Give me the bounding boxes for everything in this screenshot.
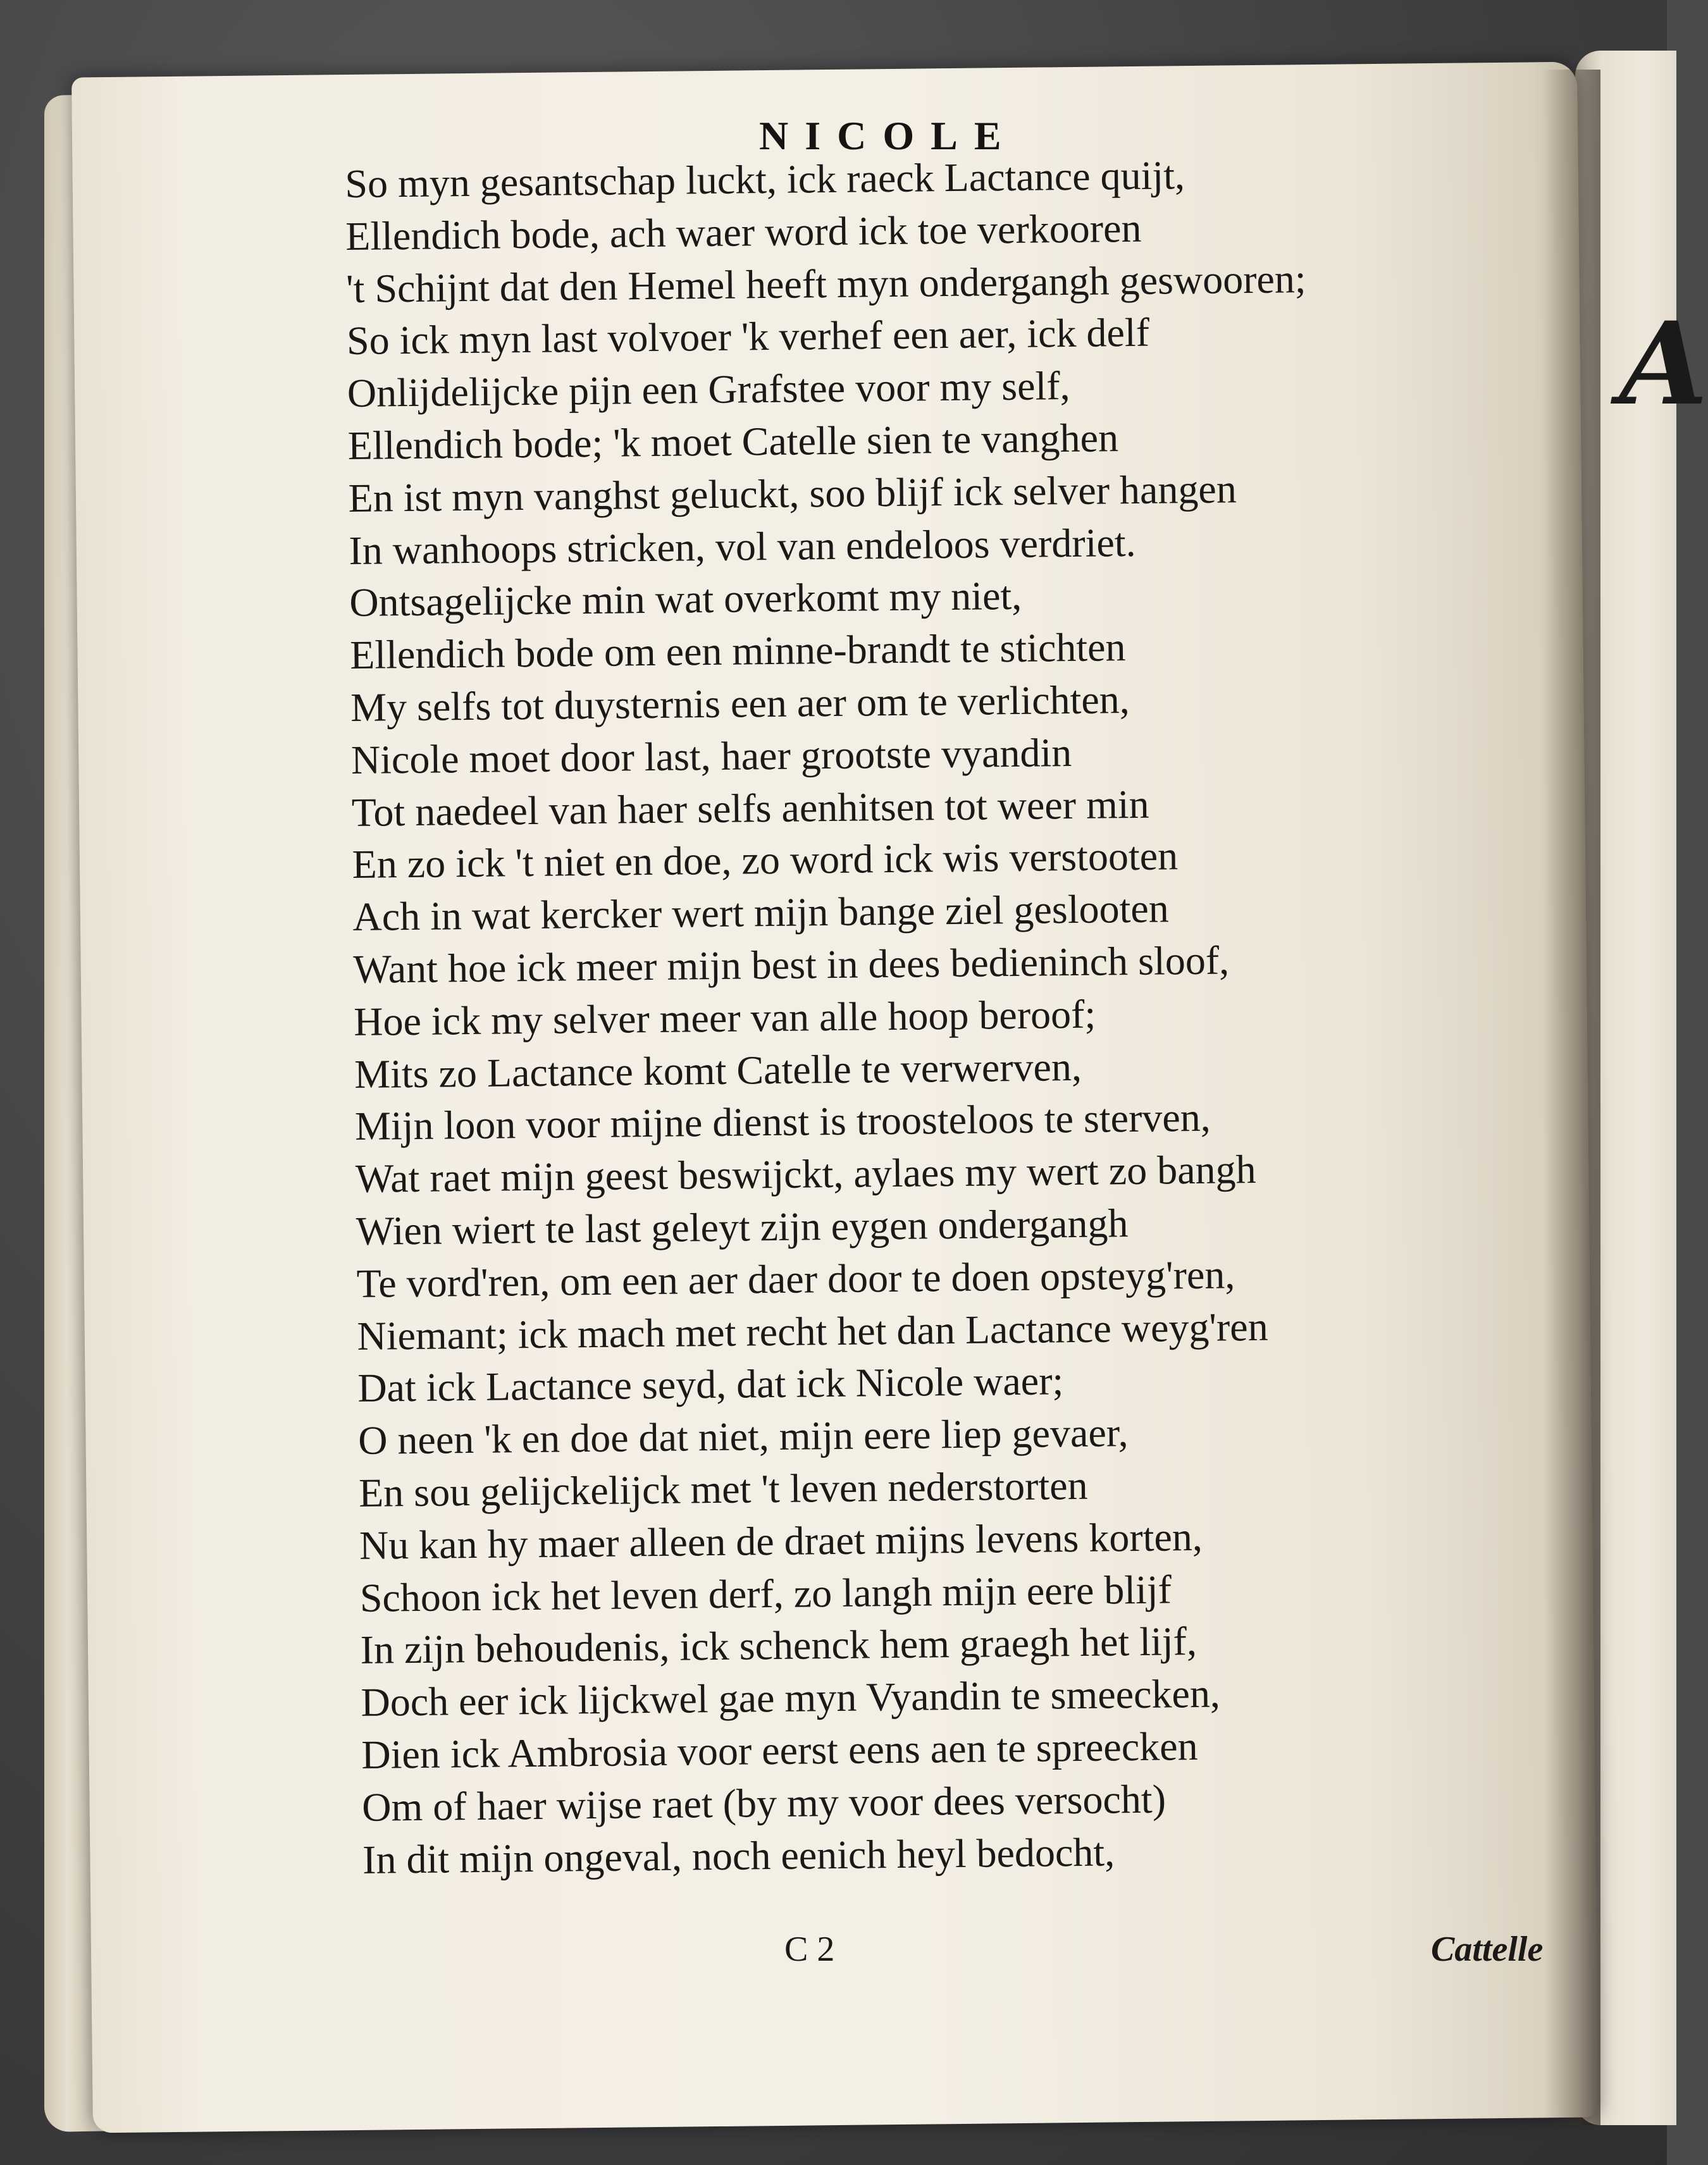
verse-line: So ick myn last volvoer 'k verhef een aer, ick delf <box>346 310 1150 364</box>
verse-line: So myn gesantschap luckt, ick raeck Lactance quijt, <box>345 152 1185 206</box>
verse-line: Want hoe ick meer mijn best in dees bedieninch sloof, <box>353 937 1230 992</box>
catchword: Cattelle <box>1431 1930 1544 1969</box>
verse-line: Nu kan hy maer alleen de draet mijns levens korten, <box>359 1514 1203 1568</box>
verse-line: Ontsagelijcke min wat overkomt my niet, <box>349 573 1022 626</box>
verse-line: Schoon ick het leven derf, zo langh mijn eere blijf <box>359 1566 1172 1620</box>
verse-line: Wien wiert te last geleyt zijn eygen ondergangh <box>356 1200 1129 1254</box>
verse-line: My selfs tot duysternis een aer om te verlichten, <box>350 677 1130 730</box>
signature-mark: C 2 <box>784 1930 835 1969</box>
verse-line: En ist myn vanghst geluckt, soo blijf ick selver hangen <box>348 466 1237 521</box>
verse-line: Ellendich bode; 'k moet Catelle sien te vanghen <box>347 415 1119 468</box>
verse-text <box>345 145 1546 1886</box>
verse-line: In zijn behoudenis, ick schenck hem graegh het lijf, <box>360 1619 1197 1673</box>
verse-line: Doch eer ick lijckwel gae myn Vyandin te smeecken, <box>361 1670 1221 1725</box>
verse-line: En sou gelijckelijck met 't leven nederstorten <box>358 1462 1088 1515</box>
running-title: NICOLE <box>759 113 1018 158</box>
verse-line: Hoe ick my selver meer van alle hoop beroof; <box>353 991 1096 1044</box>
verse-line: In dit mijn ongeval, noch eenich heyl bedocht, <box>362 1829 1115 1882</box>
verse-line: Mijn loon voor mijne dienst is troosteloos te sterven, <box>354 1095 1211 1149</box>
verse-line: Dat ick Lactance seyd, dat ick Nicole waer; <box>357 1358 1064 1411</box>
verse-line: In wanhoops stricken, vol van endeloos verdriet. <box>349 519 1136 573</box>
verse-line: Mits zo Lactance komt Catelle te verwerven, <box>354 1044 1082 1097</box>
verse-line: Wat raet mijn geest beswijckt, aylaes my wert zo bangh <box>355 1147 1256 1202</box>
verse-line: En zo ick 't niet en doe, zo word ick wis verstooten <box>352 833 1179 887</box>
verse-line: Dien ick Ambrosia voor eerst eens aen te spreecken <box>361 1723 1198 1777</box>
verse-line: Te vord'ren, om een aer daer door te doen opsteyg'ren, <box>356 1252 1235 1306</box>
gutter-shadow <box>1544 70 1600 2125</box>
verse-line: 't Schijnt dat den Hemel heeft myn ondergangh geswooren; <box>345 256 1306 311</box>
verse-line: Nicole moet door last, haer grootste vyandin <box>350 729 1072 782</box>
verse-line: Onlijdelijcke pijn een Grafstee voor my self, <box>347 363 1070 416</box>
verse-line: Ellendich bode, ach waer word ick toe verkooren <box>345 205 1142 259</box>
verse-line: O neen 'k en doe dat niet, mijn eere liep gevaer, <box>357 1410 1129 1464</box>
verse-line: Niemant; ick mach met recht het dan Lactance weyg'ren <box>357 1304 1268 1359</box>
verse-line: Ellendich bode om een minne-brandt te stichten <box>349 624 1126 678</box>
verse-line: Ach in wat kercker wert mijn bange ziel geslooten <box>352 885 1170 940</box>
facing-page-letter: A <box>1619 297 1708 431</box>
verse-line: Tot naedeel van haer selfs aenhitsen tot weer min <box>351 781 1149 835</box>
verse-line: Om of haer wijse raet (by my voor dees versocht) <box>361 1776 1167 1830</box>
